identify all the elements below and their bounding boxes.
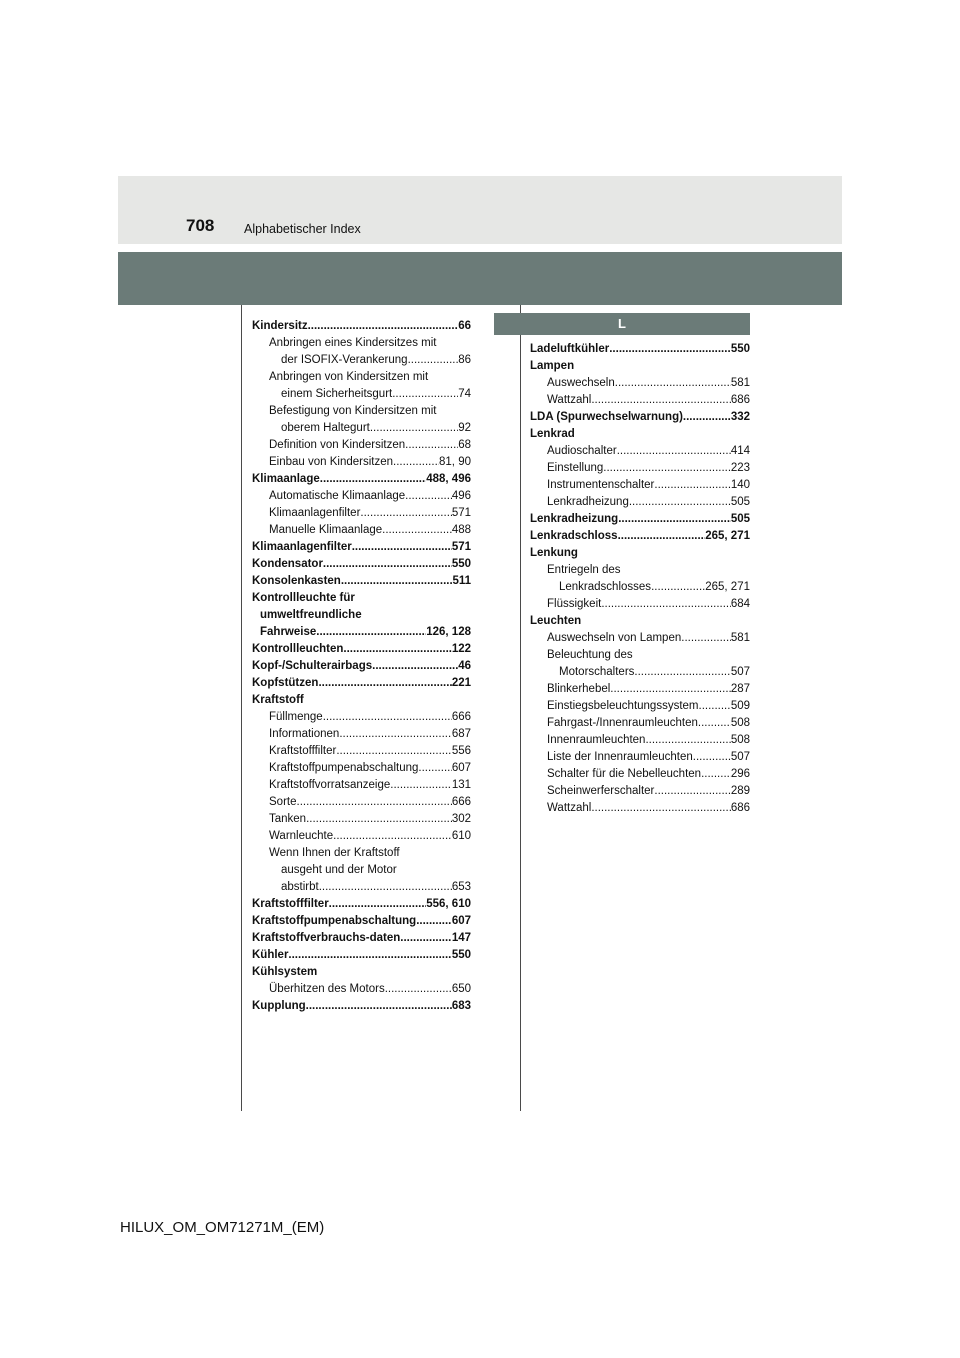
index-term: Konsolenkasten <box>252 575 341 587</box>
dot-leader <box>618 511 731 528</box>
index-entry <box>252 573 471 590</box>
index-entry <box>252 726 471 743</box>
dot-leader <box>333 828 452 845</box>
index-column-left <box>252 318 471 1015</box>
dot-leader <box>693 749 731 766</box>
dot-leader <box>683 409 731 426</box>
index-term: Definition von Kindersitzen <box>269 439 406 451</box>
dot-leader <box>329 896 427 913</box>
index-subterm: Beleuchtung des <box>547 649 633 661</box>
index-term: Wattzahl <box>547 394 592 406</box>
index-page-ref: 147 <box>451 932 471 944</box>
index-page-ref: 289 <box>730 785 750 797</box>
index-term: Automatische Klimaanlage <box>269 490 406 502</box>
index-page-ref: 287 <box>730 683 750 695</box>
dot-leader <box>392 386 458 403</box>
index-term: Scheinwerferschalter <box>547 785 655 797</box>
section-title: Alphabetischer Index <box>244 222 361 236</box>
index-term: Fahrweise <box>260 626 317 638</box>
index-entry <box>530 630 750 647</box>
dot-leader <box>615 375 731 392</box>
index-term: Einstellung <box>547 462 604 474</box>
index-subterm: Anbringen eines Kindersitzes mit <box>269 337 437 349</box>
index-entry <box>530 579 750 596</box>
dot-leader <box>385 981 452 998</box>
index-page-ref: 607 <box>451 762 471 774</box>
index-term: Instrumentenschalter <box>547 479 655 491</box>
index-heading: Lampen <box>530 360 575 372</box>
index-subterm: Wenn Ihnen der Kraftstoff <box>269 847 400 859</box>
index-page-ref: 683 <box>451 1000 471 1012</box>
index-term: Kraftstoffverbrauchs-daten <box>252 932 401 944</box>
index-term: Kontrollleuchten <box>252 643 344 655</box>
index-term: Kraftstoffpumpenabschaltung <box>269 762 419 774</box>
index-entry <box>530 715 750 732</box>
index-term: Klimaanlagenfilter <box>252 541 352 553</box>
index-term: Lenkradschlosses <box>559 581 652 593</box>
dot-leader <box>610 681 731 698</box>
index-entry <box>530 681 750 698</box>
index-term: Klimaanlage <box>252 473 320 485</box>
dot-leader <box>323 556 452 573</box>
index-page-ref: 296 <box>730 768 750 780</box>
index-entry <box>530 528 750 545</box>
index-page-ref: 508 <box>730 734 750 746</box>
dot-leader <box>339 726 451 743</box>
index-term: Wattzahl <box>547 802 592 814</box>
index-page-ref: 68 <box>458 439 471 451</box>
dot-leader <box>336 743 451 760</box>
dot-leader <box>319 879 452 896</box>
index-entry <box>252 437 471 454</box>
index-entry <box>252 998 471 1015</box>
index-entry <box>252 896 471 913</box>
index-page-ref: 508 <box>730 717 750 729</box>
index-subterm: Entriegeln des <box>547 564 621 576</box>
index-heading: Lenkrad <box>530 428 575 440</box>
dot-leader <box>681 630 731 647</box>
header-band <box>118 176 842 244</box>
index-term: Sorte <box>269 796 297 808</box>
dot-leader <box>617 443 731 460</box>
index-term: Überhitzen des Motors <box>269 983 385 995</box>
index-term: Kopf-/Schulterairbags <box>252 660 373 672</box>
index-heading: umweltfreundliche <box>260 609 362 621</box>
index-term: LDA (Spurwechselwarnung) <box>530 411 683 423</box>
index-heading: Kontrollleuchte für <box>252 592 355 604</box>
index-entry <box>252 386 471 403</box>
index-entry <box>530 409 750 426</box>
index-term: Audioschalter <box>547 445 617 457</box>
index-entry <box>252 794 471 811</box>
index-entry <box>252 471 471 488</box>
index-term: Schalter für die Nebelleuchten <box>547 768 702 780</box>
index-entry <box>252 811 471 828</box>
index-term: Manuelle Klimaanlage <box>269 524 383 536</box>
dot-leader <box>400 930 452 947</box>
index-term: Ladeluftkühler <box>530 343 610 355</box>
index-entry <box>252 879 471 896</box>
index-entry <box>252 658 471 675</box>
index-page-ref: 332 <box>730 411 750 423</box>
dot-leader <box>308 318 459 335</box>
dot-leader <box>618 528 706 545</box>
index-page-ref: 265, 271 <box>705 530 750 542</box>
index-page-ref: 126, 128 <box>426 626 471 638</box>
index-page-ref: 686 <box>730 802 750 814</box>
dot-leader <box>370 420 458 437</box>
index-page-ref: 496 <box>451 490 471 502</box>
dot-leader <box>416 913 452 930</box>
index-entry <box>252 556 471 573</box>
index-entry <box>530 392 750 409</box>
index-entry <box>530 477 750 494</box>
index-entry <box>252 743 471 760</box>
index-entry <box>530 800 750 817</box>
index-entry <box>530 341 750 358</box>
index-page-ref: 556 <box>451 745 471 757</box>
index-term: Lenkradheizung <box>530 513 619 525</box>
index-subterm: Anbringen von Kindersitzen mit <box>269 371 429 383</box>
dot-leader <box>318 675 451 692</box>
index-page-ref: 507 <box>730 751 750 763</box>
index-page-ref: 302 <box>451 813 471 825</box>
index-entry <box>252 318 471 335</box>
index-term: Auswechseln von Lampen <box>547 632 682 644</box>
index-heading: Kraftstoff <box>252 694 304 706</box>
index-page-ref: 507 <box>730 666 750 678</box>
index-entry <box>530 698 750 715</box>
index-page-ref: 511 <box>452 575 471 587</box>
index-subterm: Befestigung von Kindersitzen mit <box>269 405 437 417</box>
index-term: Tanken <box>269 813 307 825</box>
index-entry <box>252 760 471 777</box>
index-term: Liste der Innenraumleuchten <box>547 751 693 763</box>
index-term: einem Sicherheitsgurt <box>281 388 393 400</box>
index-page-ref: 131 <box>451 779 471 791</box>
dot-leader <box>320 471 426 488</box>
index-term: Kindersitz <box>252 320 308 332</box>
index-term: Einstiegsbeleuchtungssystem <box>547 700 699 712</box>
index-term: Informationen <box>269 728 340 740</box>
dot-leader <box>297 794 452 811</box>
dot-leader <box>352 539 452 556</box>
header-dark-band <box>118 252 842 305</box>
index-page-ref: 687 <box>451 728 471 740</box>
index-term: Kraftstofffilter <box>269 745 337 757</box>
index-page-ref: 556, 610 <box>426 898 471 910</box>
dot-leader <box>629 494 731 511</box>
index-entry <box>252 539 471 556</box>
index-page-ref: 221 <box>451 677 471 689</box>
dot-leader <box>701 766 731 783</box>
index-term: oberem Haltegurt <box>281 422 370 434</box>
dot-leader <box>306 998 452 1015</box>
index-term: Füllmenge <box>269 711 323 723</box>
index-entry <box>530 766 750 783</box>
index-term: Motorschalters <box>559 666 635 678</box>
index-page-ref: 610 <box>451 830 471 842</box>
dot-leader <box>405 488 452 505</box>
index-page-ref: 666 <box>451 796 471 808</box>
index-term: der ISOFIX-Verankerung <box>281 354 408 366</box>
dot-leader <box>360 505 451 522</box>
index-entry <box>252 522 471 539</box>
index-entry <box>252 675 471 692</box>
index-term: Kraftstoffpumpenabschaltung <box>252 915 417 927</box>
index-page-ref: 684 <box>730 598 750 610</box>
index-page-ref: 265, 271 <box>705 581 750 593</box>
index-page-ref: 140 <box>730 479 750 491</box>
dot-leader <box>382 522 452 539</box>
dot-leader <box>390 777 452 794</box>
index-page-ref: 581 <box>730 377 750 389</box>
dot-leader <box>343 641 451 658</box>
index-term: Kühler <box>252 949 289 961</box>
index-page-ref: 488 <box>451 524 471 536</box>
dot-leader <box>323 709 452 726</box>
left-column-rule <box>241 305 242 1111</box>
index-entry <box>252 488 471 505</box>
index-term: Kraftstofffilter <box>252 898 329 910</box>
index-entry <box>530 460 750 477</box>
index-entry <box>252 913 471 930</box>
index-page-ref: 92 <box>458 422 471 434</box>
index-entry <box>252 505 471 522</box>
index-page-ref: 650 <box>451 983 471 995</box>
index-term: Klimaanlagenfilter <box>269 507 361 519</box>
middle-column-rule <box>520 305 521 1111</box>
index-subterm: ausgeht und der Motor <box>281 864 397 876</box>
index-page-ref: 571 <box>451 541 471 553</box>
page-number: 708 <box>186 216 215 235</box>
index-page-ref: 223 <box>730 462 750 474</box>
dot-leader <box>316 624 426 641</box>
dot-leader <box>306 811 452 828</box>
index-page-ref: 653 <box>451 881 471 893</box>
index-page-ref: 571 <box>451 507 471 519</box>
index-entry <box>252 947 471 964</box>
document-code: HILUX_OM_OM71271M_(EM) <box>120 1219 325 1236</box>
dot-leader <box>393 454 439 471</box>
index-page-ref: 86 <box>458 354 471 366</box>
index-entry <box>252 709 471 726</box>
index-column-right <box>530 341 750 817</box>
index-term: Kupplung <box>252 1000 306 1012</box>
index-page-ref: 122 <box>451 643 471 655</box>
index-page-ref: 666 <box>451 711 471 723</box>
index-page-ref: 686 <box>730 394 750 406</box>
index-page-ref: 74 <box>458 388 471 400</box>
dot-leader <box>405 437 458 454</box>
index-entry <box>530 664 750 681</box>
index-term: Lenkradheizung <box>547 496 629 508</box>
dot-leader <box>645 732 730 749</box>
index-entry <box>252 352 471 369</box>
index-entry <box>252 828 471 845</box>
index-entry <box>530 494 750 511</box>
index-entry <box>530 375 750 392</box>
index-entry <box>252 641 471 658</box>
dot-leader <box>699 698 731 715</box>
index-entry <box>252 930 471 947</box>
index-page-ref: 581 <box>730 632 750 644</box>
index-term: Lenkradschloss <box>530 530 618 542</box>
index-term: Auswechseln <box>547 377 615 389</box>
index-page-ref: 505 <box>730 496 750 508</box>
index-page-ref: 488, 496 <box>426 473 471 485</box>
dot-leader <box>341 573 453 590</box>
dot-leader <box>408 352 459 369</box>
index-page-ref: 81, 90 <box>439 456 471 468</box>
index-page-ref: 550 <box>730 343 750 355</box>
dot-leader <box>698 715 731 732</box>
index-page-ref: 414 <box>730 445 750 457</box>
index-entry <box>252 777 471 794</box>
index-entry <box>530 749 750 766</box>
index-entry <box>530 511 750 528</box>
dot-leader <box>609 341 731 358</box>
index-entry <box>252 624 471 641</box>
dot-leader <box>654 477 730 494</box>
index-page-ref: 550 <box>451 558 471 570</box>
dot-leader <box>288 947 451 964</box>
index-entry <box>252 454 471 471</box>
dot-leader <box>634 664 730 681</box>
index-entry <box>252 420 471 437</box>
index-term: abstirbt <box>281 881 319 893</box>
dot-leader <box>601 596 730 613</box>
index-heading: Kühlsystem <box>252 966 318 978</box>
dot-leader <box>591 800 731 817</box>
index-term: Flüssigkeit <box>547 598 602 610</box>
index-term: Warnleuchte <box>269 830 334 842</box>
dot-leader <box>654 783 730 800</box>
index-entry <box>530 732 750 749</box>
index-heading: Lenkung <box>530 547 578 559</box>
index-entry <box>530 443 750 460</box>
index-term: Innenraumleuchten <box>547 734 646 746</box>
dot-leader <box>651 579 705 596</box>
letter-heading-l: L <box>494 313 750 335</box>
dot-leader <box>418 760 451 777</box>
index-page-ref: 607 <box>451 915 471 927</box>
index-term: Kraftstoffvorratsanzeige <box>269 779 391 791</box>
index-term: Fahrgast-/Innenraumleuchten <box>547 717 698 729</box>
index-term: Kondensator <box>252 558 323 570</box>
index-term: Kopfstützen <box>252 677 319 689</box>
index-entry <box>530 783 750 800</box>
index-entry <box>252 981 471 998</box>
index-entry <box>530 596 750 613</box>
dot-leader <box>591 392 731 409</box>
index-page-ref: 550 <box>451 949 471 961</box>
index-term: Einbau von Kindersitzen <box>269 456 394 468</box>
index-page-ref: 66 <box>458 320 471 332</box>
index-term: Blinkerhebel <box>547 683 611 695</box>
index-page-ref: 505 <box>730 513 750 525</box>
index-page-ref: 46 <box>458 660 471 672</box>
dot-leader <box>603 460 731 477</box>
index-heading: Leuchten <box>530 615 582 627</box>
index-page-ref: 509 <box>730 700 750 712</box>
dot-leader <box>372 658 458 675</box>
